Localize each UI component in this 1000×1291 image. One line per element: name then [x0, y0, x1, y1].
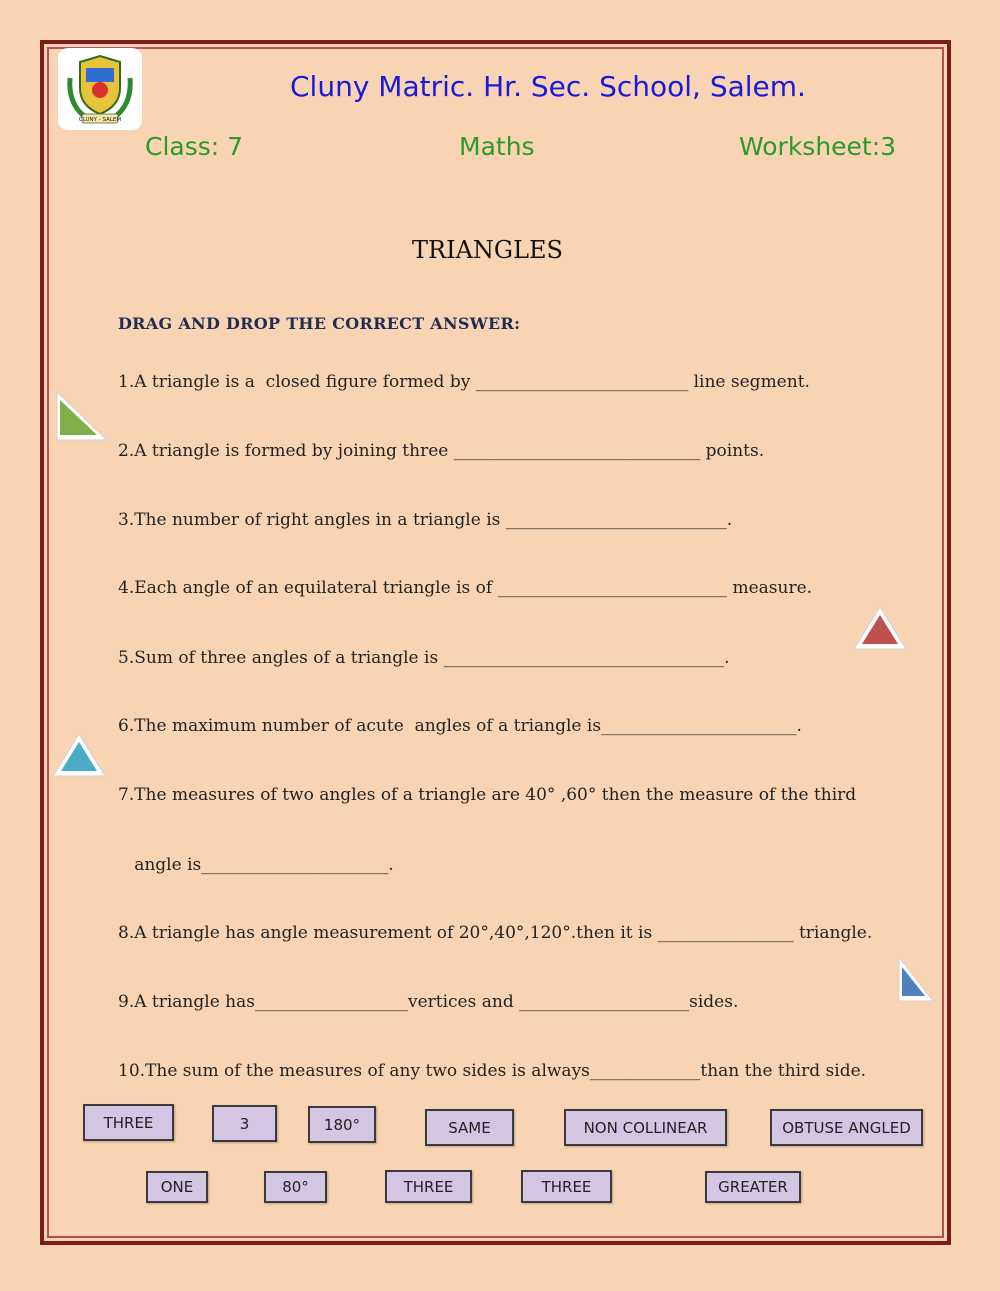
question-8: 8.A triangle has angle measurement of 20°,40°,120°.then it is ________________ triangle. — [118, 923, 873, 943]
answer-chip-80[interactable]: 80° — [264, 1171, 327, 1203]
answer-chip-3[interactable]: 3 — [212, 1105, 277, 1142]
school-logo — [58, 48, 142, 130]
answer-chip-same[interactable]: SAME — [425, 1109, 514, 1146]
question-7-continued: angle is______________________. — [118, 855, 394, 875]
question-9: 9.A triangle has__________________vertices and ____________________sides. — [118, 992, 739, 1012]
answer-chip-greater[interactable]: GREATER — [705, 1171, 801, 1203]
answer-chip-three-3[interactable]: THREE — [521, 1170, 612, 1203]
question-5: 5.Sum of three angles of a triangle is _________________________________. — [118, 648, 730, 668]
triangle-red-icon — [852, 605, 908, 651]
triangle-cyan-icon — [51, 732, 107, 778]
subject-label: Maths — [459, 132, 535, 161]
answer-chip-three-1[interactable]: THREE — [83, 1104, 174, 1141]
answer-chip-180[interactable]: 180° — [308, 1106, 376, 1143]
question-4: 4.Each angle of an equilateral triangle is of ___________________________ measure. — [118, 578, 813, 598]
svg-text:CLUNY - SALEM: CLUNY - SALEM — [78, 117, 122, 123]
worksheet-label: Worksheet:3 — [739, 132, 897, 161]
answer-chip-three-2[interactable]: THREE — [385, 1170, 472, 1203]
question-7: 7.The measures of two angles of a triangle are 40° ,60° then the measure of the third — [118, 785, 857, 805]
school-name: Cluny Matric. Hr. Sec. School, Salem. — [290, 70, 806, 103]
triangle-green-icon — [55, 390, 110, 442]
question-10: 10.The sum of the measures of any two sides is always_____________than the third side. — [118, 1061, 867, 1081]
page-title: TRIANGLES — [412, 236, 563, 264]
question-1: 1.A triangle is a closed figure formed by _________________________ line segment. — [118, 372, 810, 392]
answer-chip-non-collinear[interactable]: NON COLLINEAR — [564, 1109, 727, 1146]
question-2: 2.A triangle is formed by joining three _____________________________ points. — [118, 441, 765, 461]
question-6: 6.The maximum number of acute angles of a triangle is_______________________. — [118, 716, 802, 736]
class-label: Class: 7 — [145, 132, 244, 161]
answer-chip-obtuse-angled[interactable]: OBTUSE ANGLED — [770, 1109, 923, 1146]
answer-chip-one[interactable]: ONE — [146, 1171, 208, 1203]
instruction: DRAG AND DROP THE CORRECT ANSWER: — [118, 314, 521, 333]
triangle-blue-icon — [897, 955, 935, 1003]
question-3: 3.The number of right angles in a triangle is __________________________. — [118, 510, 733, 530]
